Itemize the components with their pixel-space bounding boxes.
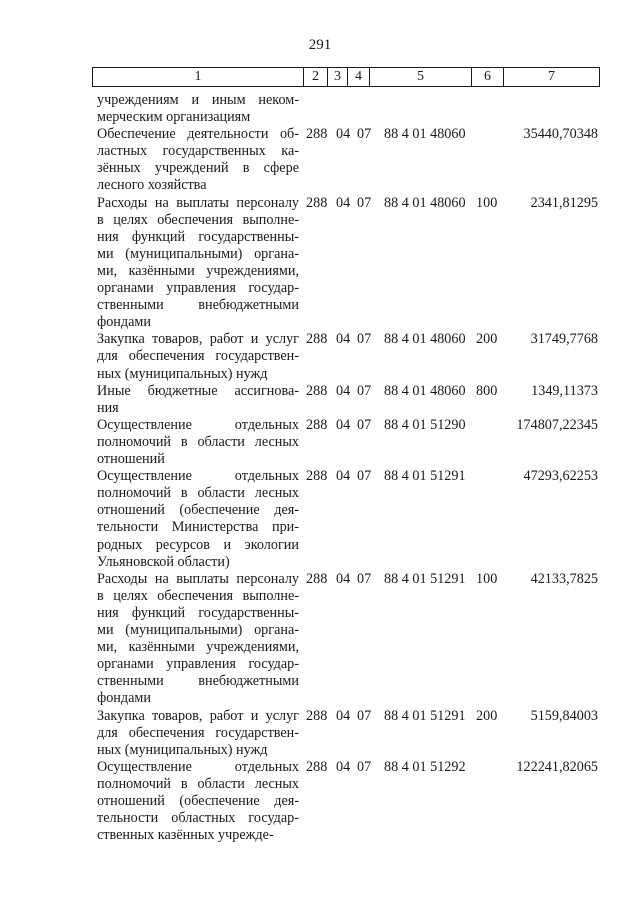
cell-c5: 88 4 01 51291 xyxy=(384,707,466,724)
description-line: ми, казёнными учреждениями, xyxy=(97,262,299,279)
cell-c2: 288 xyxy=(306,758,328,775)
cell-c2: 288 xyxy=(306,707,328,724)
description-line: в целях обеспечения выполне- xyxy=(97,587,299,604)
cell-c7: 1349,11373 xyxy=(531,382,598,399)
header-col-2: 2 xyxy=(303,68,327,86)
table-row xyxy=(0,759,640,845)
description-line: мерческим организациям xyxy=(97,109,251,126)
cell-c4: 07 xyxy=(357,416,372,433)
cell-c5: 88 4 01 51291 xyxy=(384,570,466,587)
cell-c7: 31749,7768 xyxy=(530,331,598,348)
description-line: ми, казёнными учреждениями, xyxy=(97,639,299,656)
description-line: для обеспечения государствен- xyxy=(97,348,299,365)
cell-c2: 288 xyxy=(306,416,328,433)
row-description xyxy=(97,759,299,844)
description-line: полномочий в области лесных xyxy=(97,433,299,450)
header-col-7: 7 xyxy=(503,68,599,86)
cell-c2: 288 xyxy=(306,468,328,485)
cell-c7: 47293,62253 xyxy=(523,468,598,485)
table-row xyxy=(0,195,640,332)
description-line: ния функций государственны- xyxy=(97,228,299,245)
cell-c4: 07 xyxy=(357,707,372,724)
description-line: Расходы на выплаты персоналу xyxy=(97,194,299,211)
cell-c7: 174807,22345 xyxy=(516,416,598,433)
cell-c5: 88 4 01 51291 xyxy=(384,468,466,485)
cell-c5: 88 4 01 48060 xyxy=(384,382,466,399)
cell-c2: 288 xyxy=(306,382,328,399)
table-row xyxy=(0,126,640,194)
description-line: полномочий в области лесных xyxy=(97,485,299,502)
table-row xyxy=(0,708,640,759)
cell-c7: 5159,84003 xyxy=(530,707,598,724)
description-line: ных (муниципальных) нужд xyxy=(97,365,268,382)
description-line: в целях обеспечения выполне- xyxy=(97,211,299,228)
row-description xyxy=(97,417,299,468)
cell-c4: 07 xyxy=(357,758,372,775)
cell-c7: 122241,82065 xyxy=(516,758,598,775)
cell-c6: 800 xyxy=(476,382,498,399)
description-line: Ульяновской области) xyxy=(97,553,230,570)
description-line: лесного хозяйства xyxy=(97,177,207,194)
table-row xyxy=(0,417,640,468)
cell-c7: 35440,70348 xyxy=(523,126,598,143)
row-description xyxy=(97,195,299,332)
cell-c3: 04 xyxy=(336,570,351,587)
cell-c2: 288 xyxy=(306,126,328,143)
description-line: учреждениям и иным неком- xyxy=(97,92,299,108)
table-row xyxy=(0,383,640,417)
description-line: органами управления государ- xyxy=(97,280,299,297)
row-description xyxy=(97,571,299,708)
row-description xyxy=(97,92,299,126)
description-line: тельности Министерства при- xyxy=(97,519,299,536)
description-line: Закупка товаров, работ и услуг xyxy=(97,331,299,348)
cell-c3: 04 xyxy=(336,707,351,724)
cell-c2: 288 xyxy=(306,194,328,211)
description-line: фондами xyxy=(97,314,151,331)
cell-c3: 04 xyxy=(336,126,351,143)
table-row xyxy=(0,571,640,708)
cell-c5: 88 4 01 51292 xyxy=(384,758,466,775)
cell-c2: 288 xyxy=(306,331,328,348)
cell-c3: 04 xyxy=(336,758,351,775)
description-line: зённых учреждений в сфере xyxy=(97,160,299,177)
cell-c5: 88 4 01 48060 xyxy=(384,126,466,143)
header-col-6: 6 xyxy=(471,68,503,86)
cell-c6: 200 xyxy=(476,707,498,724)
cell-c6: 100 xyxy=(476,194,498,211)
header-col-5: 5 xyxy=(369,68,471,86)
cell-c3: 04 xyxy=(336,382,351,399)
description-line: тельности областных государ- xyxy=(97,810,299,827)
description-line: Осуществление отдельных xyxy=(97,416,299,433)
cell-c4: 07 xyxy=(357,382,372,399)
row-description xyxy=(97,468,299,571)
description-line: ми (муниципальными) органа- xyxy=(97,245,299,262)
cell-c7: 2341,81295 xyxy=(530,194,598,211)
description-line: органами управления государ- xyxy=(97,656,299,673)
cell-c3: 04 xyxy=(336,331,351,348)
table-row xyxy=(0,92,640,126)
description-line: отношений xyxy=(97,451,165,468)
cell-c6: 100 xyxy=(476,570,498,587)
description-line: Расходы на выплаты персоналу xyxy=(97,570,299,587)
description-line: ластных государственных ка- xyxy=(97,143,299,160)
cell-c4: 07 xyxy=(357,194,372,211)
row-description xyxy=(97,126,299,194)
header-col-1: 1 xyxy=(194,69,202,84)
description-line: Осуществление отдельных xyxy=(97,468,299,485)
description-line: отношений (обеспечение дея- xyxy=(97,793,299,810)
header-col-4: 4 xyxy=(347,68,369,86)
cell-c3: 04 xyxy=(336,468,351,485)
description-line: ми (муниципальными) органа- xyxy=(97,622,299,639)
cell-c3: 04 xyxy=(336,194,351,211)
description-line: ственными внебюджетными xyxy=(97,297,299,314)
description-line: ственных казённых учрежде- xyxy=(97,827,274,844)
description-line: Обеспечение деятельности об- xyxy=(97,126,299,143)
cell-c2: 288 xyxy=(306,570,328,587)
table-body xyxy=(0,92,640,844)
cell-c3: 04 xyxy=(336,416,351,433)
row-description xyxy=(97,331,299,382)
table-row xyxy=(0,331,640,382)
cell-c4: 07 xyxy=(357,570,372,587)
row-description xyxy=(97,708,299,759)
description-line: ственными внебюджетными xyxy=(97,673,299,690)
description-line: отношений (обеспечение дея- xyxy=(97,502,299,519)
cell-c5: 88 4 01 48060 xyxy=(384,194,466,211)
cell-c7: 42133,7825 xyxy=(530,570,598,587)
description-line: ных (муниципальных) нужд xyxy=(97,741,268,758)
description-line: Иные бюджетные ассигнова- xyxy=(97,382,299,399)
cell-c4: 07 xyxy=(357,331,372,348)
header-col-3: 3 xyxy=(327,68,347,86)
row-description xyxy=(97,383,299,417)
description-line: полномочий в области лесных xyxy=(97,775,299,792)
cell-c4: 07 xyxy=(357,126,372,143)
description-line: для обеспечения государствен- xyxy=(97,724,299,741)
cell-c4: 07 xyxy=(357,468,372,485)
description-line: Закупка товаров, работ и услуг xyxy=(97,707,299,724)
description-line: фондами xyxy=(97,690,151,707)
description-line: Осуществление отдельных xyxy=(97,758,299,775)
description-line: родных ресурсов и экологии xyxy=(97,536,299,553)
cell-c5: 88 4 01 51290 xyxy=(384,416,466,433)
table-row xyxy=(0,468,640,571)
description-line: ния функций государственны- xyxy=(97,604,299,621)
cell-c6: 200 xyxy=(476,331,498,348)
page-number: 291 xyxy=(308,37,332,53)
cell-c5: 88 4 01 48060 xyxy=(384,331,466,348)
table-header xyxy=(92,67,600,87)
description-line: ния xyxy=(97,399,119,416)
